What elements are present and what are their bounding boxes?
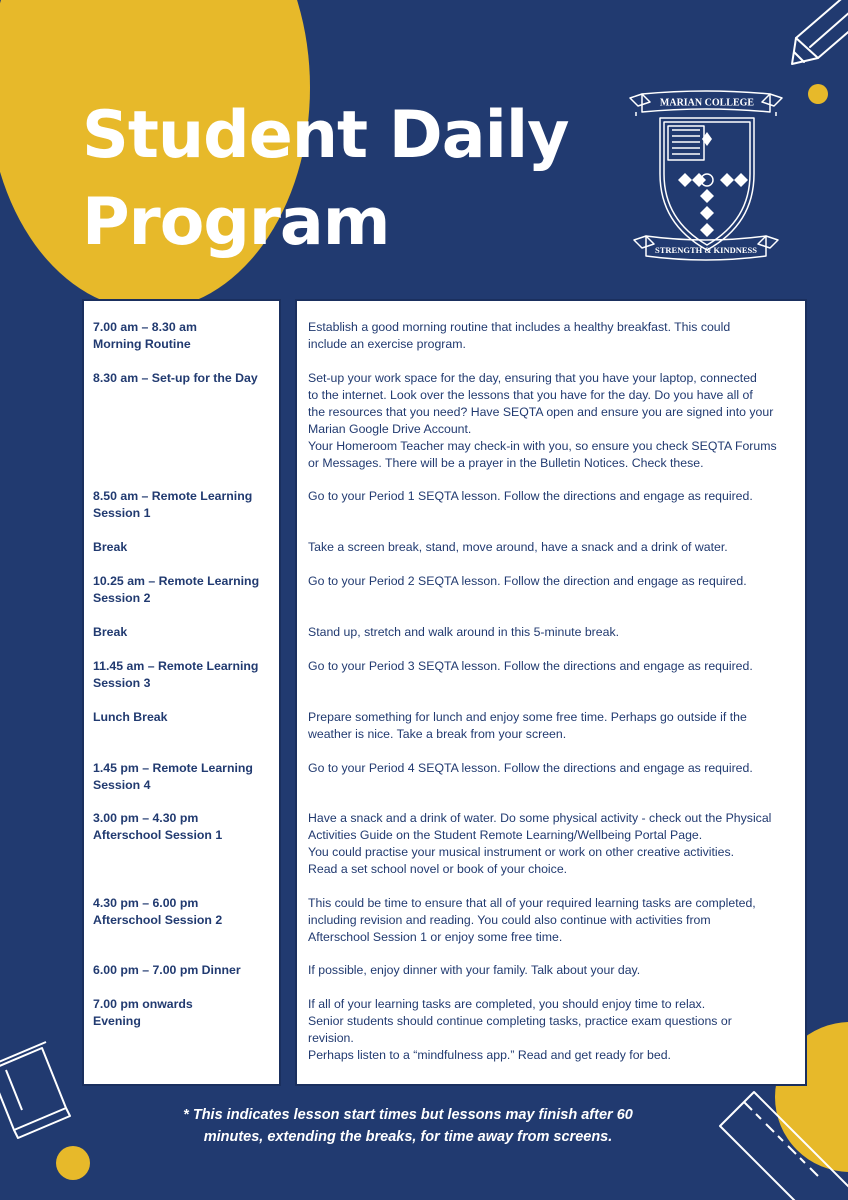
footnote-line-1: * This indicates lesson start times but lessons may finish after 60 (183, 1107, 633, 1123)
title-line-1: Student Daily (82, 98, 569, 173)
schedule-time-line: Afterschool Session 2 (93, 913, 223, 927)
schedule-description-line: Read a set school novel or book of your choice. (308, 862, 568, 876)
schedule-description-line: Go to your Period 2 SEQTA lesson. Follow the direction and engage as required. (308, 574, 747, 588)
schedule-time-line: 8.50 am – Remote Learning (93, 489, 253, 503)
page-title (82, 92, 569, 266)
schedule-description-line: You could practise your musical instrument or work on other creative activities. (308, 845, 735, 859)
schedule-time-line: 6.00 pm – 7.00 pm Dinner (93, 963, 241, 977)
footnote (0, 1104, 816, 1148)
schedule-description-line: Set-up your work space for the day, ensuring that you have your laptop, connected (308, 371, 757, 385)
schedule-description-line: Marian Google Drive Account. (308, 422, 472, 436)
title-line-2: Program (82, 185, 390, 260)
schedule-description-line: or Messages. There will be a prayer in the Bulletin Notices. Check these. (308, 456, 704, 470)
schedule-description-line: Go to your Period 1 SEQTA lesson. Follow the directions and engage as required. (308, 489, 753, 503)
schedule-description-line: If all of your learning tasks are completed, you should enjoy time to relax. (308, 997, 706, 1011)
schedule-time-line: 10.25 am – Remote Learning (93, 574, 260, 588)
footnote-line-2: minutes, extending the breaks, for time away from screens. (203, 1129, 613, 1145)
schedule-time-line: 3.00 pm – 4.30 pm (93, 811, 199, 825)
schedule-description-line: Perhaps listen to a “mindfulness app.” Read and get ready for bed. (308, 1048, 671, 1062)
college-crest-logo (628, 90, 784, 270)
schedule-description-line: Your Homeroom Teacher may check-in with you, so ensure you check SEQTA Forums (308, 439, 777, 453)
crest-top-banner-text: MARIAN COLLEGE (659, 97, 755, 109)
schedule-time-line: Session 3 (93, 676, 151, 690)
schedule-time-line: Evening (93, 1014, 141, 1028)
schedule-time-line: Lunch Break (93, 710, 168, 724)
schedule-description-line: weather is nice. Take a break from your screen. (308, 727, 567, 741)
decorative-dot-small (56, 1146, 90, 1180)
schedule-description-line: Activities Guide on the Student Remote Learning/Wellbeing Portal Page. (308, 828, 703, 842)
schedule-description-line: Take a screen break, stand, move around, have a snack and a drink of water. (308, 540, 728, 554)
schedule-time-line: Afterschool Session 1 (93, 828, 223, 842)
schedule-description-line: Afterschool Session 1 or enjoy some free time. (308, 930, 563, 944)
schedule-description-line: Go to your Period 3 SEQTA lesson. Follow the directions and engage as required. (308, 659, 753, 673)
schedule-time-line: 8.30 am – Set-up for the Day (93, 371, 258, 385)
schedule-time-line: Session 2 (93, 591, 151, 605)
schedule-description-line: This could be time to ensure that all of your required learning tasks are completed, (308, 896, 756, 910)
schedule-description-line: to the internet. Look over the lessons that you have for the day. Do you have all of (308, 388, 753, 402)
schedule-time-line: 7.00 pm onwards (93, 997, 193, 1011)
schedule-description-line: If possible, enjoy dinner with your family. Talk about your day. (308, 963, 641, 977)
decorative-dot (808, 84, 828, 104)
schedule-description-line: Have a snack and a drink of water. Do some physical activity - check out the Physical (308, 811, 772, 825)
schedule-time-line: Break (93, 625, 128, 639)
schedule-description-line: including revision and reading. You could also continue with activities from (308, 913, 711, 927)
schedule-description-line: Prepare something for lunch and enjoy some free time. Perhaps go outside if the (308, 710, 747, 724)
schedule-time-line: Break (93, 540, 128, 554)
schedule-description-line: Senior students should continue completing tasks, practice exam questions or (308, 1014, 732, 1028)
schedule-time-line: 1.45 pm – Remote Learning (93, 761, 253, 775)
schedule-time-line: 4.30 pm – 6.00 pm (93, 896, 199, 910)
schedule-time-line: 7.00 am – 8.30 am (93, 320, 197, 334)
schedule-description-line: Go to your Period 4 SEQTA lesson. Follow the directions and engage as required. (308, 761, 753, 775)
crest-bottom-banner-text: STRENGTH & KINDNESS (654, 245, 758, 255)
schedule-description-line: include an exercise program. (308, 337, 466, 351)
schedule-description-line: the resources that you need? Have SEQTA open and ensure you are signed into your (308, 405, 774, 419)
schedule-time-line: Session 4 (93, 778, 151, 792)
schedule-description-line: Stand up, stretch and walk around in this 5-minute break. (308, 625, 620, 639)
schedule-time-line: Session 1 (93, 506, 151, 520)
pencil-icon (786, 0, 848, 70)
schedule-description-line: Establish a good morning routine that includes a healthy breakfast. This could (308, 320, 731, 334)
schedule-time-line: 11.45 am – Remote Learning (93, 659, 259, 673)
schedule-time-line: Morning Routine (93, 337, 191, 351)
schedule-description-line: revision. (308, 1031, 354, 1045)
